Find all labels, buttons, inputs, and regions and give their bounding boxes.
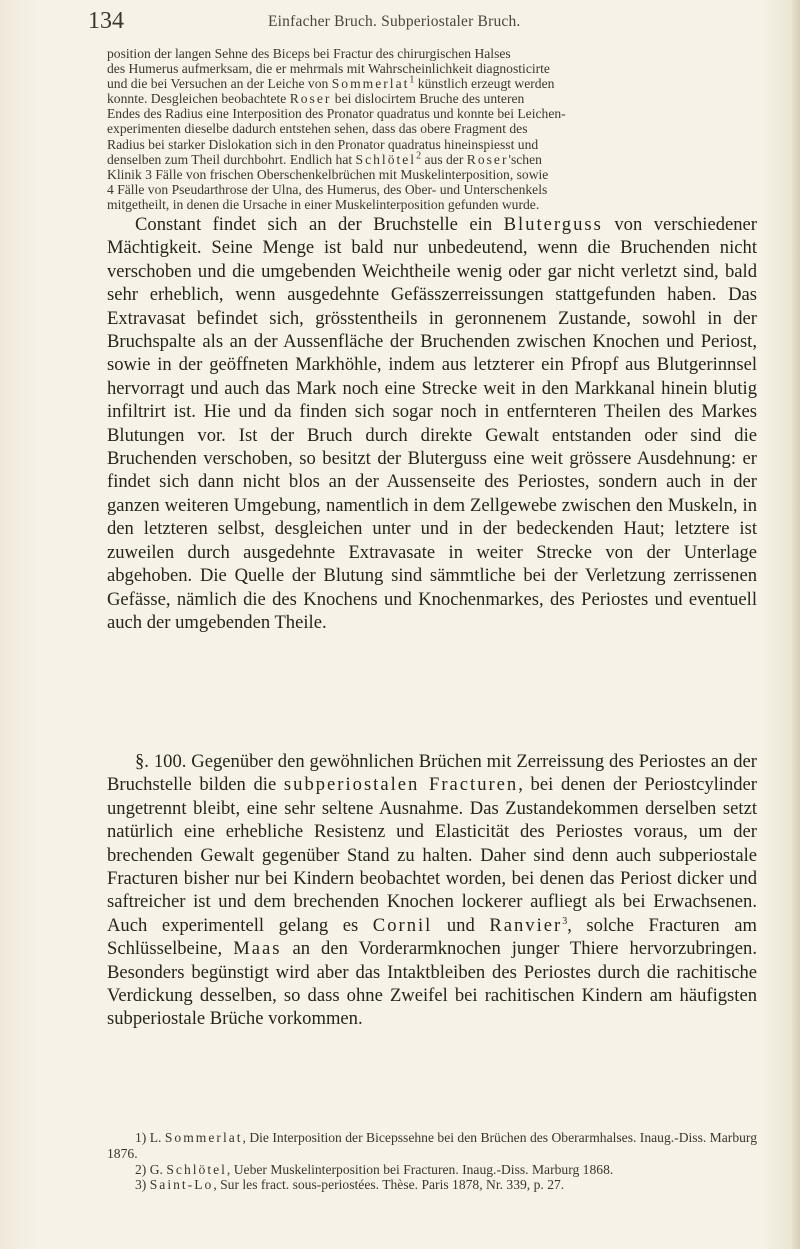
- body-paragraph: §. 100. Gegenüber den gewöhnlichen Brüchen mit Zerreissung des Periostes an der Bruchstelle bilden die subperiostalen Fracturen, bei denen der Periostcylinder ungetrennt bleibt, eine sehr seltene Ausnahme. Das Zustandekommen derselben setzt natürlich eine erhebliche Resistenz und Elasticität des Periostes voraus, um der brechenden Gewalt gegenüber Stand zu halten. Daher sind denn auch subperiostale Fracturen bisher nur bei Kindern beobachtet worden, bei denen das Periost dicker und saftreicher ist und dem brechenden Knochen lockerer aufliegt als bei Erwachsenen. Auch experimentell gelang es Cornil und Ranvier$^3$, solche Fracturen am Schlüsselbeine, Maas an den Vorderarmknochen junger Thiere hervorzubringen. Besonders begünstigt wird aber das Intaktbleiben des Periostes durch die rachitische Verdickung desselben, so dass ohne Zweifel bei rachitischen Kindern am häufigsten subperiostale Brüche vorkommen.: [107, 751, 758, 1030]
- text-line: Radius bei starker Dislokation sich in den Pronator quadratus hineinspiesst und: [107, 136, 539, 152]
- author-name: Roser: [289, 91, 332, 107]
- footnote-ref: 1: [409, 74, 415, 86]
- keyword: subperiostalen Fracturen: [283, 774, 519, 796]
- keyword: Bluterguss: [503, 214, 603, 235]
- body-paragraph: Constant findet sich an der Bruchstelle ein Bluterguss von verschiedener Mächtigkeit. Seine Menge ist bald nur unbedeutend, wenn die Bruchenden nicht verschoben und die umgebenden Weichtheile wenig oder gar nicht verletzt sind, bald sehr erheblich, wenn ausgedehnte Gefässzerreissungen stattgefunden haben. Das Extravasat befindet sich, grösstentheils in geronnenem Zustande, sowohl in der Bruchspalte als an der Aussenfläche der Bruchenden zwischen Knochen und Periost, sowie in der geöffneten Markhöhle, indem aus letzterer ein Pfropf aus Blutgerinnsel hervorragt und auch das Mark noch eine Strecke weit in den Markkanal hinein blutig infiltrirt ist. Hie und da finden sich sogar noch in entfernteren Theilen des Markes Blutungen vor. Ist der Bruch durch direkte Gewalt entstanden oder sind die Bruchenden verschoben, so besitzt der Bluterguss eine weit grössere Ausdehnung: er findet sich dann nicht blos an der Aussenseite des Periostes, sondern auch in der ganzen weiteren Umgebung, namentlich in dem Zellgewebe zwischen den Muskeln, in den letzteren selbst, desgleichen unter und in der bedeckenden Haut; letztere ist zuweilen durch ausgedehnte Extravasate in weiter Strecke von der Unterlage abgehoben. Die Quelle der Blutung sind sämmtliche bei der Verletzung zerrissenen Gefässe, nämlich die des Knochens und Knochenmarkes, des Periostes und eventuell auch der umgebenden Theile.: [107, 214, 757, 633]
- author-name: Schlötel: [355, 151, 417, 167]
- running-title: Einfacher Bruch. Subperiostaler Bruch.: [268, 13, 521, 30]
- text-line: position der langen Sehne des Biceps bei Fractur des chirurgischen Halses: [107, 46, 511, 61]
- author-name: Roser: [466, 151, 509, 167]
- footnote-ref: 2: [416, 150, 422, 162]
- page-edge: [792, 0, 800, 1249]
- author-name: Ranvier: [489, 914, 563, 936]
- footnotes: [107, 1130, 757, 1193]
- text-line: des Humerus aufmerksam, die er mehrmals mit Wahrscheinlichkeit diagnosticirte: [107, 61, 550, 77]
- text-line: Endes des Radius eine Interposition des Pronator quadratus und konnte bei Leichen-: [107, 106, 566, 122]
- footnote-3: 3) Saint-Lo, Sur les fract. sous-periostées. Thèse. Paris 1878, Nr. 339, p. 27.: [135, 1177, 565, 1193]
- paragraph-bluterguss: [107, 213, 757, 634]
- text-line: Klinik 3 Fälle von frischen Oberschenkelbrüchen mit Muskelinterposition, sowie: [107, 166, 549, 182]
- page-number: 134: [88, 8, 124, 34]
- text-line: denselben zum Theil durchbohrt. Endlich hat Schlötel$^2$ aus der Roser'schen: [107, 150, 542, 167]
- text-line: und die bei Versuchen an der Leiche von Sommerlat$^1$ künstlich erzeugt werden: [107, 74, 555, 92]
- footnote-ref: 3: [562, 915, 568, 927]
- text-line: konnte. Desgleichen beobachtete Roser bei dislocirtem Bruche des unteren: [107, 91, 525, 107]
- paragraph-section-100: [107, 750, 757, 1031]
- page-header: [88, 8, 738, 38]
- intro-paragraph: [107, 46, 757, 212]
- author-name: Cornil: [372, 914, 433, 936]
- text-line: 4 Fälle von Pseudarthrose der Ulna, des Humerus, des Ober- und Unterschenkels: [107, 181, 548, 197]
- author-name: Maas: [233, 938, 282, 960]
- footnote-2: 2) G. Schlötel, Ueber Muskelinterposition bei Fracturen. Inaug.-Diss. Marburg 1868.: [135, 1161, 614, 1177]
- footnote-1: 1) L. Sommerlat, Die Interposition der Bicepssehne bei den Brüchen des Oberarmhalses. Inaug.-Diss. Marburg 1876.: [107, 1130, 757, 1161]
- text-line: mitgetheilt, in denen die Ursache in einer Muskelinterposition gefunden wurde.: [107, 196, 540, 212]
- author-name: Sommerlat: [331, 76, 410, 92]
- text-line: experimenten dieselbe dadurch entstehen sehen, dass das obere Fragment des: [107, 121, 528, 137]
